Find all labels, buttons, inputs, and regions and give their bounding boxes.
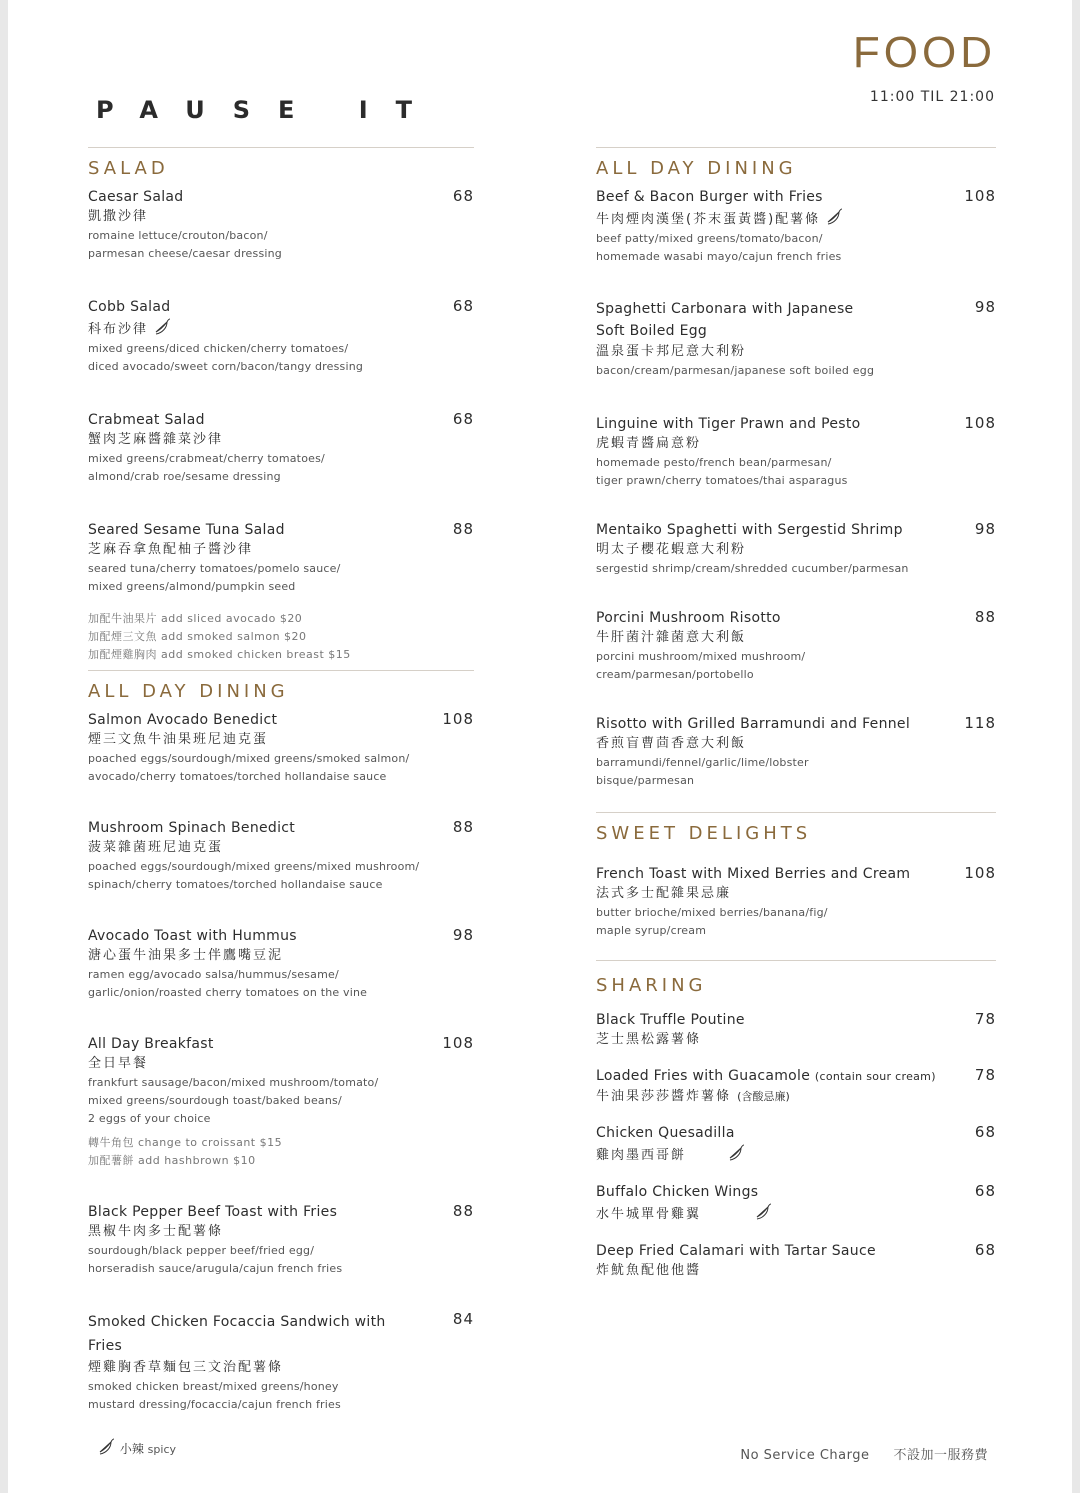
item-desc: maple syrup/cream [596,924,707,937]
section-title-all-day-dining: ALL DAY DINING [596,158,797,179]
item-name-zh: 芝麻吞拿魚配柚子醬沙律 [88,542,254,557]
spicy-label-zh: 小辣 [119,1442,144,1456]
item-desc: ramen egg/avocado salsa/hummus/sesame/ [88,968,339,981]
item-name-zh-text: 牛肉煙肉漢堡(芥末蛋黃醬)配薯條 [596,212,821,227]
item-price: 88 [974,608,996,626]
item-desc: horseradish sauce/arugula/cajun french fries [88,1262,343,1275]
item-name: Crabmeat Salad [88,412,205,428]
addon-option: 加配牛油果片 add sliced avocado $20 [88,612,303,625]
menu-item [596,1123,996,1166]
left-column [88,147,474,1414]
item-name-cont: Soft Boiled Egg [596,323,708,339]
item-desc: mixed greens/crabmeat/cherry tomatoes/ [88,452,325,465]
menu-item [596,714,996,790]
item-name: Buffalo Chicken Wings [596,1184,759,1200]
item-desc: homemade wasabi mayo/cajun french fries [596,250,842,263]
item-name: French Toast with Mixed Berries and Cream [596,866,911,882]
item-price: 108 [964,187,996,205]
divider [596,960,996,961]
menu-item [88,187,474,263]
item-desc: mixed greens/diced chicken/cherry tomatoes/ [88,342,349,355]
menu-item [596,864,996,940]
item-desc: homemade pesto/french bean/parmesan/ [596,456,832,469]
item-name-zh: 法式多士配雜果忌廉 [596,886,732,901]
item-name-zh: 菠菜雜菌班尼迪克蛋 [88,840,224,855]
item-price: 88 [452,818,474,836]
menu-item [596,187,996,266]
item-desc: sergestid shrimp/cream/shredded cucumber/parmesan [596,562,909,575]
item-name: Salmon Avocado Benedict [88,712,278,728]
addon-option: 加配煙雞胸肉 add smoked chicken breast $15 [88,648,351,661]
item-name-zh: 蟹肉芝麻醬雜菜沙律 [88,432,224,447]
spicy-label-en: spicy [147,1443,176,1456]
item-desc: bacon/cream/parmesan/japanese soft boiled egg [596,364,875,377]
item-name: Deep Fried Calamari with Tartar Sauce [596,1243,876,1259]
item-name: Mentaiko Spaghetti with Sergestid Shrimp [596,522,903,538]
item-name-cont: Fries [88,1338,123,1354]
item-price: 98 [974,520,996,538]
item-price: 84 [452,1310,474,1328]
page-title: FOOD [852,28,996,77]
item-price: 108 [442,710,474,728]
item-name-zh: 明太子櫻花蝦意大利粉 [596,542,747,557]
item-price: 108 [964,414,996,432]
item-name: Caesar Salad [88,189,184,205]
item-name: Spaghetti Carbonara with Japanese [596,301,854,317]
section-title-sharing: SHARING [596,975,707,996]
divider [596,812,996,813]
item-name: Linguine with Tiger Prawn and Pesto [596,416,861,432]
item-desc: seared tuna/cherry tomatoes/pomelo sauce/ [88,562,341,575]
item-name-zh: 溏心蛋牛油果多士伴鷹嘴豆泥 [88,948,284,963]
item-desc: 2 eggs of your choice [88,1112,211,1125]
item-name: Seared Sesame Tuna Salad [88,522,285,538]
item-desc: diced avocado/sweet corn/bacon/tangy dressing [88,360,364,373]
item-name: Beef & Bacon Burger with Fries [596,189,823,205]
item-name-text: Loaded Fries with Guacamole [596,1068,811,1084]
item-name: Porcini Mushroom Risotto [596,610,781,626]
menu-item [88,410,474,486]
menu-item [88,1034,474,1170]
menu-item [88,297,474,376]
item-price: 88 [452,520,474,538]
item-desc: spinach/cherry tomatoes/torched hollandaise sauce [88,878,383,891]
right-column [596,147,996,1281]
item-desc: butter brioche/mixed berries/banana/fig/ [596,906,828,919]
item-name-zh: 香煎盲曹茴香意大利飯 [596,736,747,751]
menu-item [88,710,474,786]
item-desc: avocado/cherry tomatoes/torched hollandaise sauce [88,770,387,783]
menu-item [596,1241,996,1281]
item-name-zh-text: 牛油果莎莎醬炸薯條 [596,1089,732,1104]
item-name: Black Truffle Poutine [596,1012,745,1028]
item-price: 108 [964,864,996,882]
item-name-zh: 凱撒沙律 [88,209,149,224]
spicy-legend [96,1437,176,1457]
item-desc: smoked chicken breast/mixed greens/honey [88,1380,339,1393]
item-price: 68 [974,1123,996,1141]
brand-logo: PAUSE IT [96,96,441,124]
item-desc: barramundi/fennel/garlic/lime/lobster [596,756,809,769]
addon-option: 加配煙三文魚 add smoked salmon $20 [88,630,307,643]
item-price: 68 [452,410,474,428]
item-name-zh-text: 科布沙律 [88,322,149,337]
divider [88,670,474,671]
item-price: 98 [452,926,474,944]
menu-item [596,298,996,380]
item-name: Smoked Chicken Focaccia Sandwich with [88,1314,386,1330]
item-price: 88 [452,1202,474,1220]
item-name-zh-text: 雞肉墨西哥餅 [596,1148,687,1163]
item-desc: romaine lettuce/crouton/bacon/ [88,229,268,242]
menu-item [88,1202,474,1278]
item-desc: porcini mushroom/mixed mushroom/ [596,650,806,663]
item-price: 78 [974,1010,996,1028]
item-price: 108 [442,1034,474,1052]
item-desc: poached eggs/sourdough/mixed greens/mixed mushroom/ [88,860,420,873]
item-desc: cream/parmesan/portobello [596,668,754,681]
item-name: Risotto with Grilled Barramundi and Fennel [596,716,911,732]
item-note-zh: (含酸忌廉) [737,1090,790,1103]
item-name-zh [596,1202,996,1225]
item-name-zh [596,207,996,230]
item-name: All Day Breakfast [88,1036,214,1052]
item-name-zh: 炸魷魚配他他醬 [596,1263,702,1278]
item-name-zh: 芝士黑松露薯條 [596,1032,702,1047]
item-price: 68 [452,297,474,315]
item-price: 118 [964,714,996,732]
menu-item [596,1010,996,1050]
chili-pepper-icon [152,317,172,337]
item-name-zh [88,317,474,340]
item-price: 98 [974,298,996,316]
chili-pepper-icon [824,207,844,227]
item-name: Black Pepper Beef Toast with Fries [88,1204,338,1220]
item-desc: sourdough/black pepper beef/fried egg/ [88,1244,315,1257]
item-name-zh: 全日早餐 [88,1056,149,1071]
item-desc: garlic/onion/roasted cherry tomatoes on the vine [88,986,368,999]
menu-item [596,1066,996,1107]
item-desc: mixed greens/almond/pumpkin seed [88,580,296,593]
item-price: 68 [452,187,474,205]
section-title-salad: SALAD [88,158,169,179]
menu-item [88,1310,474,1414]
menu-item [88,520,474,596]
item-name-zh-text: 水牛城單骨雞翼 [596,1207,702,1222]
item-desc: parmesan cheese/caesar dressing [88,247,282,260]
item-desc: mustard dressing/focaccia/cajun french fries [88,1398,341,1411]
item-name: Cobb Salad [88,299,171,315]
menu-item [596,520,996,578]
item-name-zh: 煙三文魚牛油果班尼迪克蛋 [88,732,269,747]
item-name-zh: 煙雞胸香草麵包三文治配薯條 [88,1360,284,1375]
item-name [596,1066,996,1087]
item-name-zh [596,1087,996,1107]
addon-option: 轉牛角包 change to croissant $15 [88,1136,283,1149]
item-name-zh: 黑椒牛肉多士配薯條 [88,1224,224,1239]
item-price: 68 [974,1182,996,1200]
section-title-sweet-delights: SWEET DELIGHTS [596,823,812,844]
item-desc: almond/crab roe/sesame dressing [88,470,281,483]
no-service-charge-en: No Service Charge [740,1448,870,1463]
item-name-zh: 牛肝菌汁雜菌意大利飯 [596,630,747,645]
service-charge-note [740,1444,988,1463]
chili-pepper-icon [726,1143,746,1163]
addon-option: 加配薯餅 add hashbrown $10 [88,1154,256,1167]
item-desc: bisque/parmesan [596,774,695,787]
divider [596,147,996,148]
divider [88,147,474,148]
menu-item [596,414,996,490]
item-name: Mushroom Spinach Benedict [88,820,296,836]
item-desc: poached eggs/sourdough/mixed greens/smoked salmon/ [88,752,410,765]
menu-item [88,818,474,894]
chili-pepper-icon [753,1202,773,1222]
item-name: Chicken Quesadilla [596,1125,735,1141]
item-name: Avocado Toast with Hummus [88,928,297,944]
item-name-zh [596,1143,996,1166]
menu-item [88,926,474,1002]
item-name-zh: 虎蝦青醬扁意粉 [596,436,702,451]
chili-pepper-icon [96,1437,116,1457]
item-desc: tiger prawn/cherry tomatoes/thai asparagus [596,474,848,487]
item-name-zh: 溫泉蛋卡邦尼意大利粉 [596,344,747,359]
item-price: 68 [974,1241,996,1259]
item-desc: frankfurt sausage/bacon/mixed mushroom/tomato/ [88,1076,379,1089]
menu-item [596,1182,996,1225]
item-desc: beef patty/mixed greens/tomato/bacon/ [596,232,823,245]
item-note: (contain sour cream) [814,1070,936,1083]
no-service-charge-zh: 不設加一服務費 [893,1448,988,1463]
item-desc: mixed greens/sourdough toast/baked beans/ [88,1094,342,1107]
menu-page [8,0,1072,1493]
item-price: 78 [974,1066,996,1084]
section-title-all-day-dining: ALL DAY DINING [88,681,289,702]
opening-hours: 11:00 TIL 21:00 [869,89,995,105]
menu-item [596,608,996,684]
